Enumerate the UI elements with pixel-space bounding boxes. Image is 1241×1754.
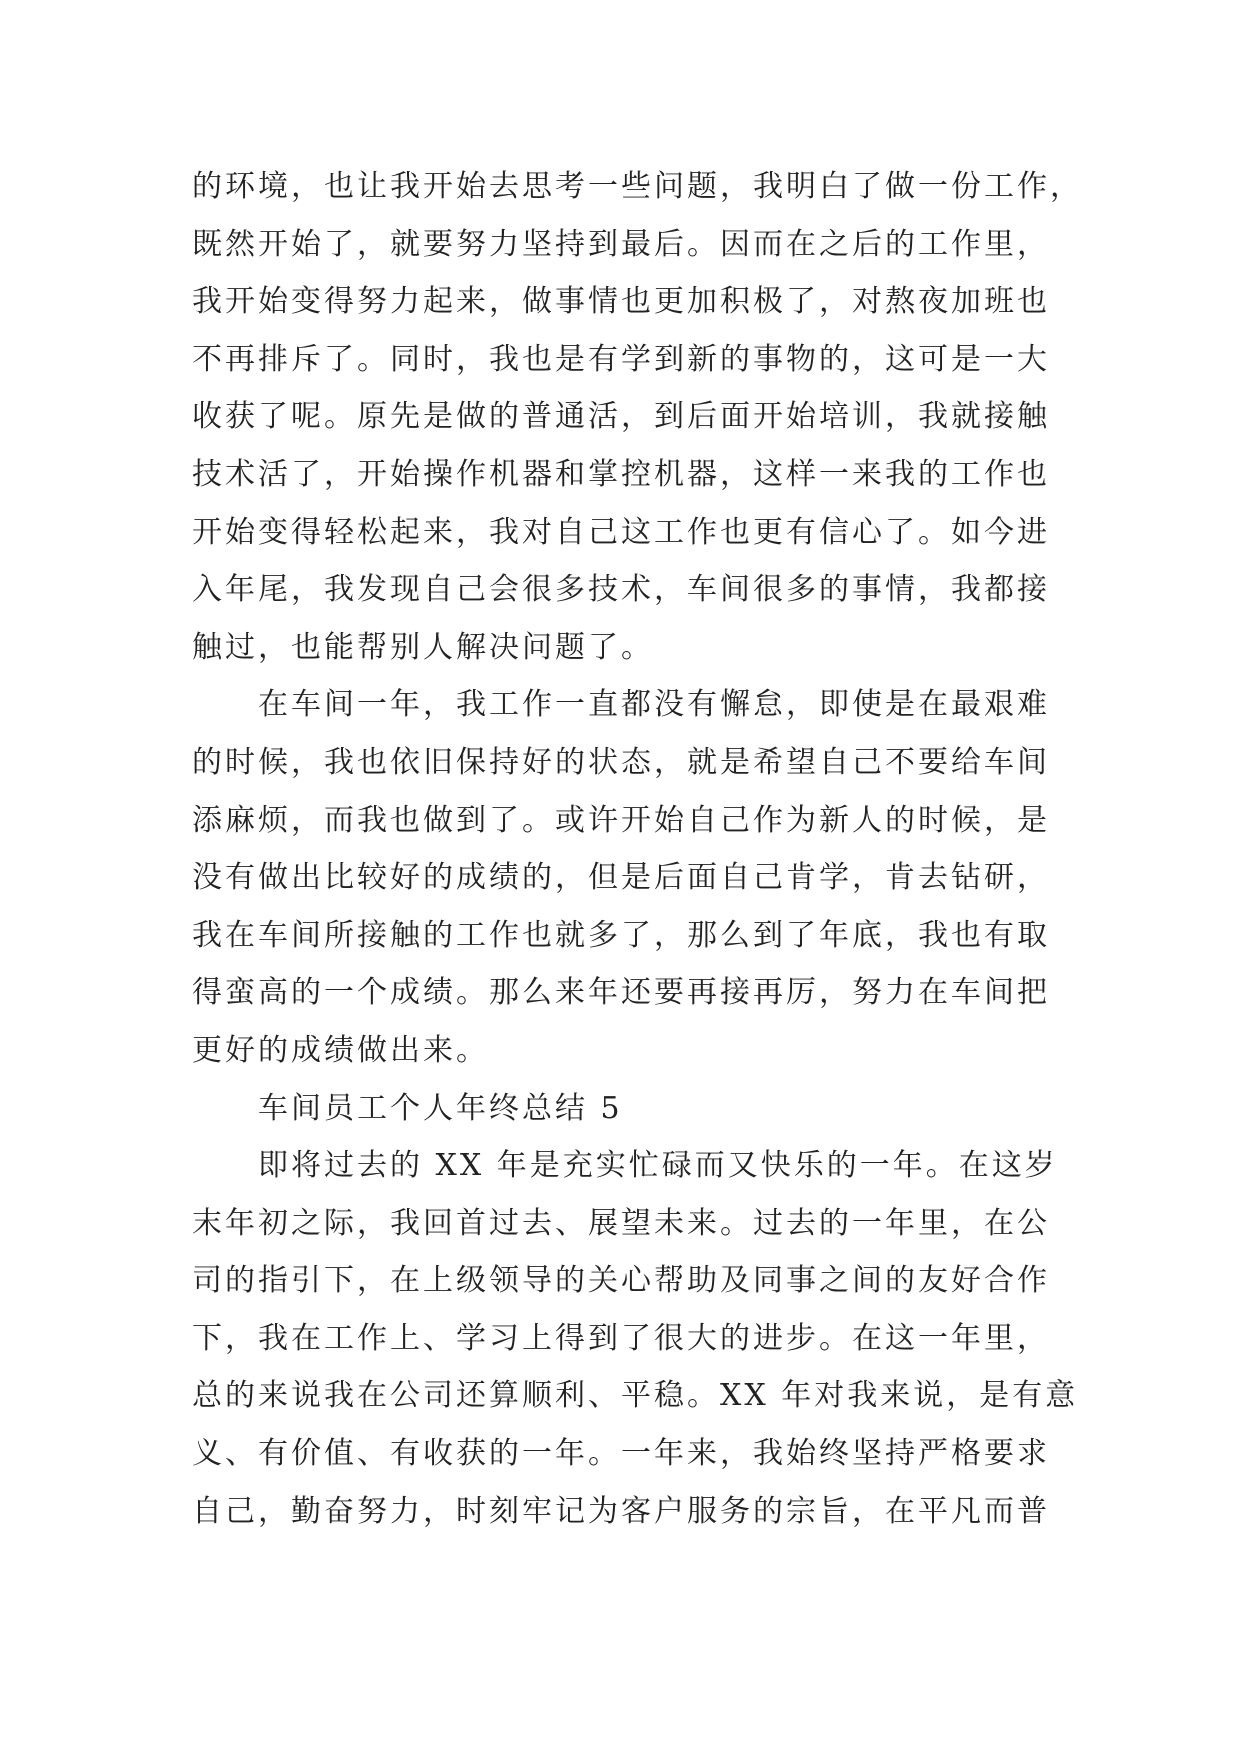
text-line: 司的指引下，在上级领导的关心帮助及同事之间的友好合作 (192, 1263, 1050, 1299)
text-line: 不再排斥了。同时，我也是有学到新的事物的，这可是一大 (192, 341, 1050, 377)
text-line: 总的来说我在公司还算顺利、平稳。XX 年对我来说，是有意 (192, 1378, 1079, 1414)
paragraph-start-line: 在车间一年，我工作一直都没有懈怠，即使是在最艰难 (258, 687, 1050, 723)
text-line: 触过，也能帮别人解决问题了。 (192, 629, 654, 665)
text-line: 我开始变得努力起来，做事情也更加积极了，对熬夜加班也 (192, 284, 1050, 320)
text-line: 末年初之际，我回首过去、展望未来。过去的一年里，在公 (192, 1205, 1050, 1241)
text-line: 得蛮高的一个成绩。那么来年还要再接再厉，努力在车间把 (192, 975, 1050, 1011)
text-line: 更好的成绩做出来。 (192, 1032, 489, 1068)
text-line: 下，我在工作上、学习上得到了很大的进步。在这一年里， (192, 1320, 1050, 1356)
text-line: 的环境，也让我开始去思考一些问题，我明白了做一份工作， (192, 169, 1083, 204)
document-body (192, 158, 1083, 1540)
text-line: 我在车间所接触的工作也就多了，那么到了年底，我也有取 (192, 917, 1050, 953)
text-line: 义、有价值、有收获的一年。一年来，我始终坚持严格要求 (192, 1436, 1050, 1472)
text-line: 自己，勤奋努力，时刻牢记为客户服务的宗旨，在平凡而普 (192, 1493, 1050, 1529)
text-line: 开始变得轻松起来，我对自己这工作也更有信心了。如今进 (192, 514, 1050, 550)
text-line: 没有做出比较好的成绩的，但是后面自己肯学，肯去钻研， (192, 860, 1050, 896)
paragraph-start-line: 即将过去的 XX 年是充实忙碌而又快乐的一年。在这岁 (258, 1148, 1058, 1184)
text-line: 技术活了，开始操作机器和掌控机器，这样一来我的工作也 (192, 456, 1050, 492)
text-line: 的时候，我也依旧保持好的状态，就是希望自己不要给车间 (192, 744, 1050, 780)
text-line: 添麻烦，而我也做到了。或许开始自己作为新人的时候，是 (192, 802, 1050, 838)
text-line: 入年尾，我发现自己会很多技术，车间很多的事情，我都接 (192, 572, 1050, 608)
text-line: 既然开始了，就要努力坚持到最后。因而在之后的工作里， (192, 226, 1050, 262)
section-heading: 车间员工个人年终总结 5 (258, 1090, 623, 1126)
text-line: 收获了呢。原先是做的普通活，到后面开始培训，我就接触 (192, 399, 1050, 435)
